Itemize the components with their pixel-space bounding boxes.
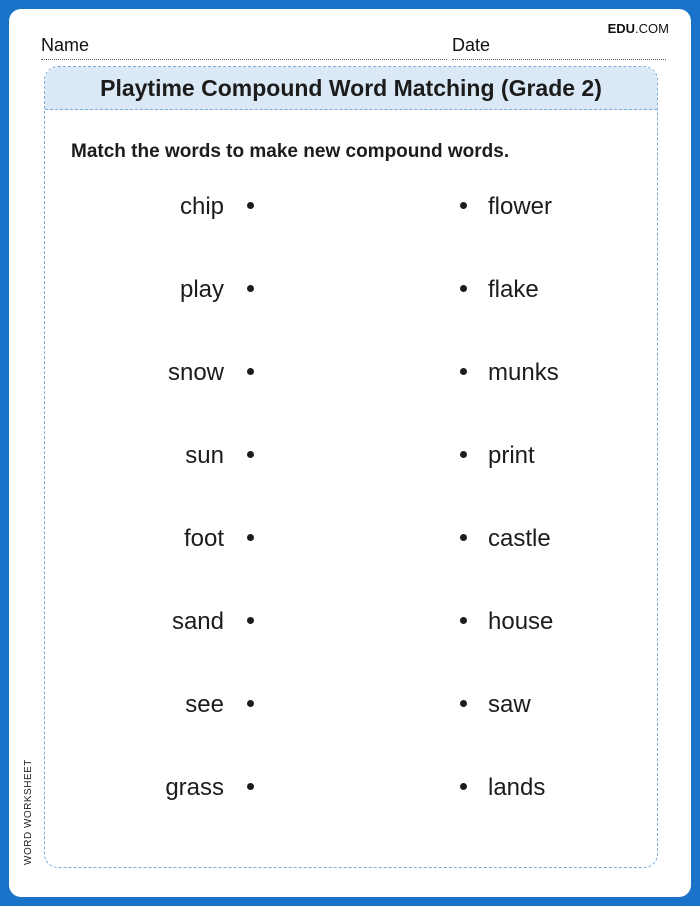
date-label: Date	[452, 35, 491, 55]
left-word: foot	[183, 525, 224, 552]
right-word: munks	[488, 359, 559, 386]
right-match-dot[interactable]	[460, 783, 467, 790]
left-match-dot[interactable]	[247, 783, 254, 790]
matching-row	[45, 768, 657, 808]
right-match-dot[interactable]	[460, 451, 467, 458]
right-word: saw	[488, 691, 531, 718]
left-word: sun	[185, 442, 224, 469]
right-word: house	[488, 608, 554, 635]
right-word: flower	[488, 193, 553, 220]
right-word: castle	[488, 525, 551, 552]
left-word: snow	[167, 359, 224, 386]
matching-row	[45, 685, 657, 725]
left-match-dot[interactable]	[247, 617, 254, 624]
left-match-dot[interactable]	[247, 285, 254, 292]
right-match-dot[interactable]	[460, 534, 467, 541]
right-match-dot[interactable]	[460, 700, 467, 707]
instructions-text: Match the words to make new compound words.	[71, 141, 510, 162]
worksheet-page	[9, 9, 691, 897]
left-match-dot[interactable]	[247, 534, 254, 541]
left-word: play	[179, 276, 224, 303]
right-word: flake	[488, 276, 539, 303]
worksheet-title: Playtime Compound Word Matching (Grade 2)	[45, 67, 657, 110]
matching-row	[45, 602, 657, 642]
name-field[interactable]	[41, 35, 447, 60]
matching-row	[45, 519, 657, 559]
left-word: sand	[171, 608, 224, 635]
name-label: Name	[41, 35, 90, 55]
matching-row	[45, 187, 657, 227]
brand-logo: EDU.COM	[607, 21, 669, 36]
left-match-dot[interactable]	[247, 451, 254, 458]
right-match-dot[interactable]	[460, 285, 467, 292]
worksheet-card	[44, 66, 658, 868]
left-word: see	[185, 691, 224, 718]
right-word: lands	[488, 774, 546, 801]
right-match-dot[interactable]	[460, 617, 467, 624]
right-word: print	[488, 442, 535, 469]
matching-row	[45, 436, 657, 476]
right-match-dot[interactable]	[460, 202, 467, 209]
side-label: WORD WORKSHEET	[23, 759, 34, 865]
left-word: chip	[179, 193, 224, 220]
matching-row	[45, 353, 657, 393]
left-match-dot[interactable]	[247, 202, 254, 209]
matching-row	[45, 270, 657, 310]
right-match-dot[interactable]	[460, 368, 467, 375]
date-field[interactable]	[452, 35, 666, 60]
left-word: grass	[165, 774, 224, 801]
left-match-dot[interactable]	[247, 700, 254, 707]
left-match-dot[interactable]	[247, 368, 254, 375]
